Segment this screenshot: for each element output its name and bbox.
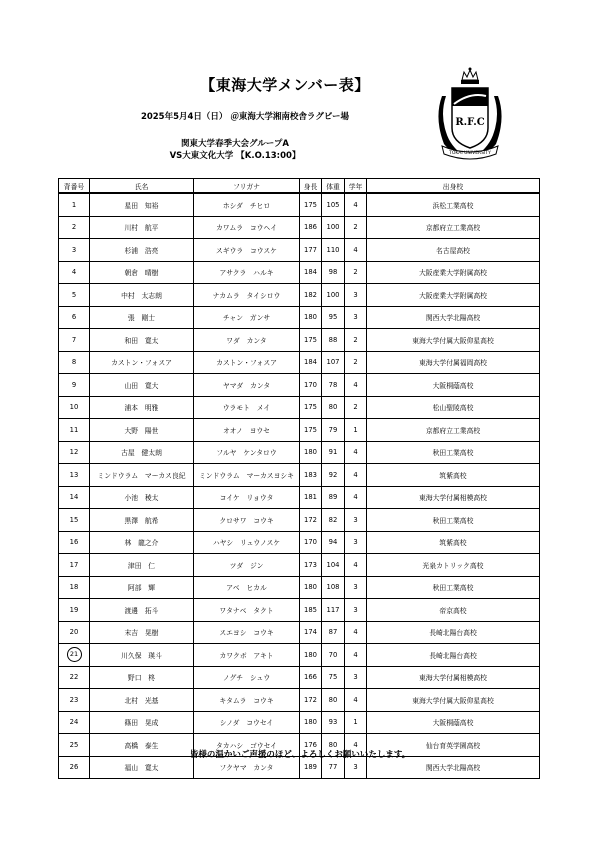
cell-grade: 4 — [345, 486, 367, 509]
cell-school: 関西大学北陽高校 — [367, 756, 540, 779]
table-row — [59, 531, 540, 554]
cell-school: 長崎北陽台高校 — [367, 644, 540, 667]
table-row — [59, 486, 540, 509]
cell-school: 東海大学付属相模高校 — [367, 666, 540, 689]
cell-name: 渡邊 拓斗 — [90, 599, 194, 622]
cell-weight: 100 — [322, 284, 345, 307]
cell-weight: 88 — [322, 329, 345, 352]
cell-height: 186 — [300, 216, 322, 239]
cell-name: 杉浦 浩亮 — [90, 239, 194, 262]
cell-number: 23 — [59, 689, 90, 712]
cell-name: 小池 稜太 — [90, 486, 194, 509]
cell-grade: 2 — [345, 396, 367, 419]
table-row — [59, 396, 540, 419]
cell-height: 175 — [300, 396, 322, 419]
cell-name: 大野 陽世 — [90, 419, 194, 442]
cell-school: 秋田工業高校 — [367, 576, 540, 599]
cell-number: 2 — [59, 216, 90, 239]
cell-number: 7 — [59, 329, 90, 352]
col-header-school: 出身校 — [367, 179, 540, 194]
cell-school: 帝京高校 — [367, 599, 540, 622]
cell-grade: 4 — [345, 464, 367, 487]
cell-weight: 93 — [322, 711, 345, 734]
cell-number: 26 — [59, 756, 90, 779]
cell-name: 和田 寛太 — [90, 329, 194, 352]
cell-number: 25 — [59, 734, 90, 757]
opponent-kickoff: VS大東文化大学 【K.O.13:00】 — [169, 151, 301, 161]
cell-name: 黒澤 航希 — [90, 509, 194, 532]
cell-weight: 80 — [322, 734, 345, 757]
table-header-row — [59, 179, 540, 194]
cell-name: 北村 光基 — [90, 689, 194, 712]
cell-name: 高橋 泰生 — [90, 734, 194, 757]
cell-kana: カストン・フォスア — [194, 351, 300, 374]
cell-height: 172 — [300, 509, 322, 532]
cell-number: 18 — [59, 576, 90, 599]
table-row — [59, 576, 540, 599]
cell-grade: 3 — [345, 531, 367, 554]
cell-kana: タカハシ ゴウセイ — [194, 734, 300, 757]
cell-height: 189 — [300, 756, 322, 779]
cell-weight: 80 — [322, 396, 345, 419]
cell-kana: ワタナベ タクト — [194, 599, 300, 622]
cell-school: 筑紫高校 — [367, 531, 540, 554]
cell-name: 津田 仁 — [90, 554, 194, 577]
cell-weight: 70 — [322, 644, 345, 667]
cell-grade: 2 — [345, 351, 367, 374]
table-row — [59, 193, 540, 216]
cell-height: 173 — [300, 554, 322, 577]
roster-table — [58, 178, 540, 779]
roster-body — [59, 193, 540, 779]
cell-name: 川村 航平 — [90, 216, 194, 239]
cell-grade: 1 — [345, 711, 367, 734]
cell-number: 19 — [59, 599, 90, 622]
cell-weight: 107 — [322, 351, 345, 374]
cell-kana: コイケ リョウタ — [194, 486, 300, 509]
cell-school: 筑紫高校 — [367, 464, 540, 487]
cell-name: カストン・フォスア — [90, 351, 194, 374]
cell-kana: クロサワ コウキ — [194, 509, 300, 532]
cell-number: 16 — [59, 531, 90, 554]
table-row — [59, 239, 540, 262]
cell-school: 名古屋高校 — [367, 239, 540, 262]
cell-name: ミンドウラム マーカス良紀 — [90, 464, 194, 487]
cell-kana: フルヤ ケンタロウ — [194, 441, 300, 464]
cell-number: 13 — [59, 464, 90, 487]
cell-height: 170 — [300, 531, 322, 554]
cell-height: 181 — [300, 486, 322, 509]
cell-number: 1 — [59, 193, 90, 216]
table-row — [59, 441, 540, 464]
cell-school: 松山聖陵高校 — [367, 396, 540, 419]
cell-grade: 3 — [345, 284, 367, 307]
cell-height: 176 — [300, 734, 322, 757]
cell-school: 仙台育英学園高校 — [367, 734, 540, 757]
match-date-venue: 2025年5月4日（日） ＠東海大学湘南校舎ラグビー場 — [140, 112, 350, 122]
cell-weight: 92 — [322, 464, 345, 487]
table-row — [59, 554, 540, 577]
match-info — [140, 138, 330, 162]
cell-school: 大阪産業大学附属高校 — [367, 284, 540, 307]
cell-height: 183 — [300, 464, 322, 487]
cell-name: 福山 寛太 — [90, 756, 194, 779]
table-row — [59, 261, 540, 284]
cell-height: 180 — [300, 644, 322, 667]
cell-school: 大阪産業大学附属高校 — [367, 261, 540, 284]
cell-weight: 100 — [322, 216, 345, 239]
cell-height: 166 — [300, 666, 322, 689]
cell-grade: 2 — [345, 216, 367, 239]
table-row — [59, 599, 540, 622]
cell-kana: スギウラ コウスケ — [194, 239, 300, 262]
cell-name: 古屋 健太朗 — [90, 441, 194, 464]
league-name: 関東大学春季大会グループA — [181, 139, 289, 149]
cell-name: 林 龍之介 — [90, 531, 194, 554]
cell-number: 11 — [59, 419, 90, 442]
col-header-kana: フリガナ — [194, 179, 300, 194]
cell-grade: 4 — [345, 239, 367, 262]
cell-weight: 98 — [322, 261, 345, 284]
table-row — [59, 419, 540, 442]
cell-school: 大阪桐蔭高校 — [367, 711, 540, 734]
cell-name: 浦本 明雅 — [90, 396, 194, 419]
cell-grade: 4 — [345, 374, 367, 397]
cell-height: 172 — [300, 689, 322, 712]
cell-kana: ノグチ シュウ — [194, 666, 300, 689]
cell-grade: 2 — [345, 329, 367, 352]
cell-grade: 4 — [345, 554, 367, 577]
cell-name: 張 剛士 — [90, 306, 194, 329]
cell-school: 浜松工業高校 — [367, 193, 540, 216]
cell-kana: ミンドウラム マーカスヨシキ — [194, 464, 300, 487]
table-row — [59, 216, 540, 239]
cell-number: 12 — [59, 441, 90, 464]
table-row — [59, 509, 540, 532]
cell-name: 川久保 瑛斗 — [90, 644, 194, 667]
cell-kana: ウラモト メイ — [194, 396, 300, 419]
cell-grade: 3 — [345, 576, 367, 599]
cell-number: 6 — [59, 306, 90, 329]
emblem-ribbon-text: TOKAI UNIVERSITY — [449, 151, 491, 156]
cell-number: 14 — [59, 486, 90, 509]
cell-school: 関西大学北陽高校 — [367, 306, 540, 329]
cell-kana: フクヤマ カンタ — [194, 756, 300, 779]
cell-weight: 87 — [322, 621, 345, 644]
col-header-name: 氏名 — [90, 179, 194, 194]
cell-kana: ハヤシ リュウノスケ — [194, 531, 300, 554]
cell-number: 24 — [59, 711, 90, 734]
cell-height: 184 — [300, 351, 322, 374]
table-row — [59, 284, 540, 307]
cell-weight: 80 — [322, 689, 345, 712]
cell-grade: 3 — [345, 756, 367, 779]
cell-number: 3 — [59, 239, 90, 262]
cell-kana: ツダ ジン — [194, 554, 300, 577]
cell-grade: 3 — [345, 666, 367, 689]
cell-height: 185 — [300, 599, 322, 622]
cell-kana: ワダ カンタ — [194, 329, 300, 352]
page-title: 【東海大学メンバー表】 — [200, 76, 370, 94]
cell-kana: ナカムラ タイシロウ — [194, 284, 300, 307]
table-row — [59, 306, 540, 329]
col-header-number: 背番号 — [59, 179, 90, 194]
cell-grade: 2 — [345, 261, 367, 284]
cell-number: 20 — [59, 621, 90, 644]
cell-grade: 3 — [345, 509, 367, 532]
emblem-rfc-text: R.F.C — [455, 117, 485, 128]
table-row — [59, 374, 540, 397]
cell-weight: 79 — [322, 419, 345, 442]
table-row — [59, 711, 540, 734]
cell-school: 東海大学付属相模高校 — [367, 486, 540, 509]
cell-weight: 77 — [322, 756, 345, 779]
cell-grade: 4 — [345, 734, 367, 757]
cell-grade: 4 — [345, 193, 367, 216]
cell-name: 篠田 晃成 — [90, 711, 194, 734]
cell-grade: 3 — [345, 306, 367, 329]
cell-name: 阿部 輝 — [90, 576, 194, 599]
cell-kana: ヤマダ カンタ — [194, 374, 300, 397]
cell-height: 174 — [300, 621, 322, 644]
cell-kana: アベ ヒカル — [194, 576, 300, 599]
cell-number: 15 — [59, 509, 90, 532]
cell-kana: キタムラ コウキ — [194, 689, 300, 712]
cell-kana: チャン ガンサ — [194, 306, 300, 329]
cell-school: 秋田工業高校 — [367, 441, 540, 464]
cell-kana: カワムラ コウヘイ — [194, 216, 300, 239]
cell-kana: オオノ ヨウセ — [194, 419, 300, 442]
cell-weight: 82 — [322, 509, 345, 532]
table-row — [59, 689, 540, 712]
cell-height: 175 — [300, 419, 322, 442]
cell-school: 大阪桐蔭高校 — [367, 374, 540, 397]
cell-kana: カワクボ アキト — [194, 644, 300, 667]
cell-school: 京都府立工業高校 — [367, 216, 540, 239]
col-header-grade: 学年 — [345, 179, 367, 194]
cell-weight: 117 — [322, 599, 345, 622]
cell-height: 170 — [300, 374, 322, 397]
cell-weight: 91 — [322, 441, 345, 464]
col-header-weight: 体重 — [322, 179, 345, 194]
cell-number: 22 — [59, 666, 90, 689]
col-header-height: 身長 — [300, 179, 322, 194]
cell-weight: 105 — [322, 193, 345, 216]
cell-height: 180 — [300, 441, 322, 464]
cell-school: 東海大学付属大阪仰星高校 — [367, 329, 540, 352]
table-row — [59, 644, 540, 667]
cell-weight: 78 — [322, 374, 345, 397]
cell-school: 秋田工業高校 — [367, 509, 540, 532]
cell-weight: 75 — [322, 666, 345, 689]
cell-grade: 4 — [345, 441, 367, 464]
cell-name: 末吉 晃樹 — [90, 621, 194, 644]
cell-height: 182 — [300, 284, 322, 307]
table-row — [59, 621, 540, 644]
cell-height: 175 — [300, 329, 322, 352]
cell-school: 東海大学付属大阪仰星高校 — [367, 689, 540, 712]
cell-school: 光泉カトリック高校 — [367, 554, 540, 577]
cell-name: 野口 柊 — [90, 666, 194, 689]
circled-number: 21 — [67, 647, 82, 662]
crown-icon — [461, 68, 479, 85]
cell-height: 177 — [300, 239, 322, 262]
cell-number: 8 — [59, 351, 90, 374]
cell-name: 山田 寛大 — [90, 374, 194, 397]
cell-grade: 4 — [345, 644, 367, 667]
cell-weight: 104 — [322, 554, 345, 577]
cell-weight: 95 — [322, 306, 345, 329]
cell-number: 5 — [59, 284, 90, 307]
table-row — [59, 329, 540, 352]
footer-message: 皆様の温かいご声援のほど、よろしくお願いいたします。 — [189, 750, 411, 760]
cell-kana: スエヨシ コウキ — [194, 621, 300, 644]
cell-height: 180 — [300, 576, 322, 599]
table-row — [59, 464, 540, 487]
cell-height: 180 — [300, 306, 322, 329]
cell-kana: アサクラ ハルキ — [194, 261, 300, 284]
cell-weight: 94 — [322, 531, 345, 554]
cell-height: 175 — [300, 193, 322, 216]
table-row — [59, 666, 540, 689]
cell-weight: 108 — [322, 576, 345, 599]
cell-number: 4 — [59, 261, 90, 284]
cell-grade: 1 — [345, 419, 367, 442]
cell-school: 東海大学付属福岡高校 — [367, 351, 540, 374]
cell-kana: ホシダ チヒロ — [194, 193, 300, 216]
cell-weight: 89 — [322, 486, 345, 509]
cell-weight: 110 — [322, 239, 345, 262]
cell-height: 184 — [300, 261, 322, 284]
cell-name: 中村 太志朗 — [90, 284, 194, 307]
cell-number — [59, 644, 90, 667]
cell-number: 17 — [59, 554, 90, 577]
cell-name: 朝倉 晴樹 — [90, 261, 194, 284]
cell-name: 星田 知裕 — [90, 193, 194, 216]
cell-number: 10 — [59, 396, 90, 419]
cell-school: 京都府立工業高校 — [367, 419, 540, 442]
club-emblem-icon — [430, 66, 510, 162]
cell-kana: シノダ コウセイ — [194, 711, 300, 734]
cell-height: 180 — [300, 711, 322, 734]
cell-grade: 3 — [345, 599, 367, 622]
table-row — [59, 351, 540, 374]
cell-school: 長崎北陽台高校 — [367, 621, 540, 644]
cell-grade: 4 — [345, 689, 367, 712]
cell-grade: 4 — [345, 621, 367, 644]
cell-number: 9 — [59, 374, 90, 397]
